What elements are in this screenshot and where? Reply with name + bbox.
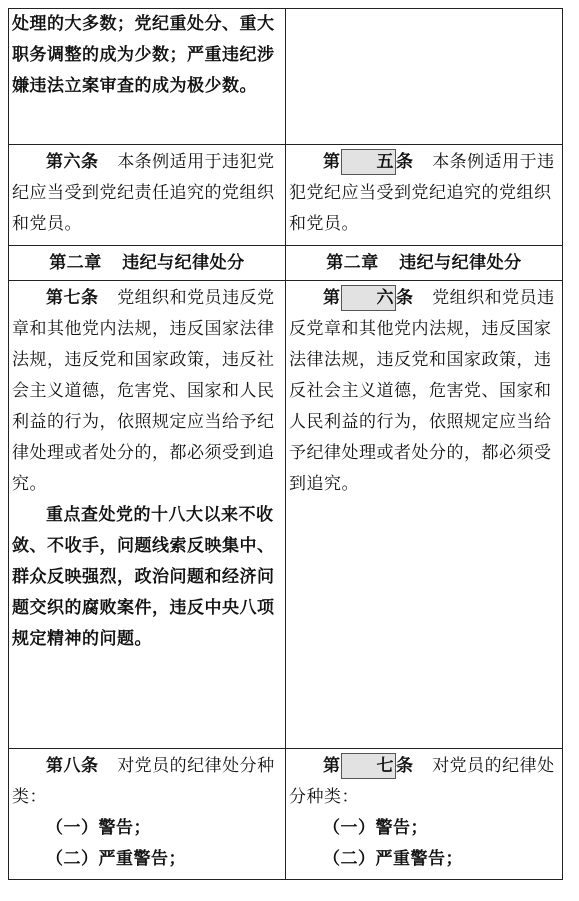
- chapter-row: [9, 246, 563, 281]
- table-row: [9, 9, 563, 145]
- article-prefix: 第: [323, 288, 341, 308]
- article-text: 本条例适用于违犯党纪应当受到党纪责任追究的党组织和党员。: [12, 152, 275, 234]
- chapter-title: 违纪与纪律处分: [399, 253, 522, 273]
- list-item: （一）警告；: [323, 818, 428, 838]
- article-number: 第六条: [46, 152, 99, 172]
- list-item: （二）严重警告；: [323, 849, 463, 869]
- table-row: [9, 145, 563, 246]
- article-prefix: 第: [323, 756, 341, 776]
- table-row: [9, 281, 563, 749]
- chapter-number: 第二章: [326, 253, 379, 273]
- article-number: 第八条: [46, 756, 99, 776]
- right-cell: [286, 246, 563, 281]
- left-cell: [9, 281, 286, 749]
- left-cell: [9, 9, 286, 145]
- left-cell: [9, 749, 286, 880]
- article-text: 对党员的纪律处分种类：: [289, 756, 555, 807]
- article-text: 对党员的纪律处分种类：: [12, 756, 275, 807]
- right-cell: [286, 145, 563, 246]
- continued-paragraph: 处理的大多数；党纪重处分、重大职务调整的成为少数；严重违纪涉嫌违法立案审查的成为极少数。: [12, 14, 275, 96]
- left-cell: [9, 246, 286, 281]
- regulation-comparison-table: [8, 8, 563, 880]
- highlighted-number: 六: [341, 285, 397, 311]
- article-suffix: 条: [396, 152, 414, 172]
- highlighted-number: 七: [341, 753, 397, 779]
- article-suffix: 条: [396, 288, 414, 308]
- chapter-title: 违纪与纪律处分: [122, 253, 245, 273]
- highlighted-number: 五: [341, 149, 397, 175]
- article-suffix: 条: [396, 756, 414, 776]
- article-text: 党组织和党员违反党章和其他党内法规，违反国家法律法规，违反党和国家政策，违反社会主义道德，危害党、国家和人民利益的行为，依照规定应当给予纪律处理或者处分的，都必须受到追究。: [12, 288, 275, 494]
- right-cell-empty: [286, 9, 563, 145]
- article-text: 本条例适用于违犯党纪应当受到党纪追究的党组织和党员。: [289, 152, 555, 234]
- list-item: （一）警告；: [46, 818, 151, 838]
- list-item: （二）严重警告；: [46, 849, 186, 869]
- added-paragraph: 重点查处党的十八大以来不收敛、不收手，问题线索反映集中、群众反映强烈，政治问题和经济问题交织的腐败案件，违反中央八项规定精神的问题。: [12, 505, 275, 649]
- article-text: 党组织和党员违反党章和其他党内法规，违反国家法律法规，违反党和国家政策，违反社会主义道德，危害党、国家和人民利益的行为，依照规定应当给予纪律处理或者处分的，都必须受到追究。: [289, 288, 555, 494]
- right-cell: [286, 281, 563, 749]
- article-number: 第七条: [46, 288, 99, 308]
- right-cell: [286, 749, 563, 880]
- left-cell: [9, 145, 286, 246]
- chapter-number: 第二章: [49, 253, 102, 273]
- table-row: [9, 749, 563, 880]
- article-prefix: 第: [323, 152, 341, 172]
